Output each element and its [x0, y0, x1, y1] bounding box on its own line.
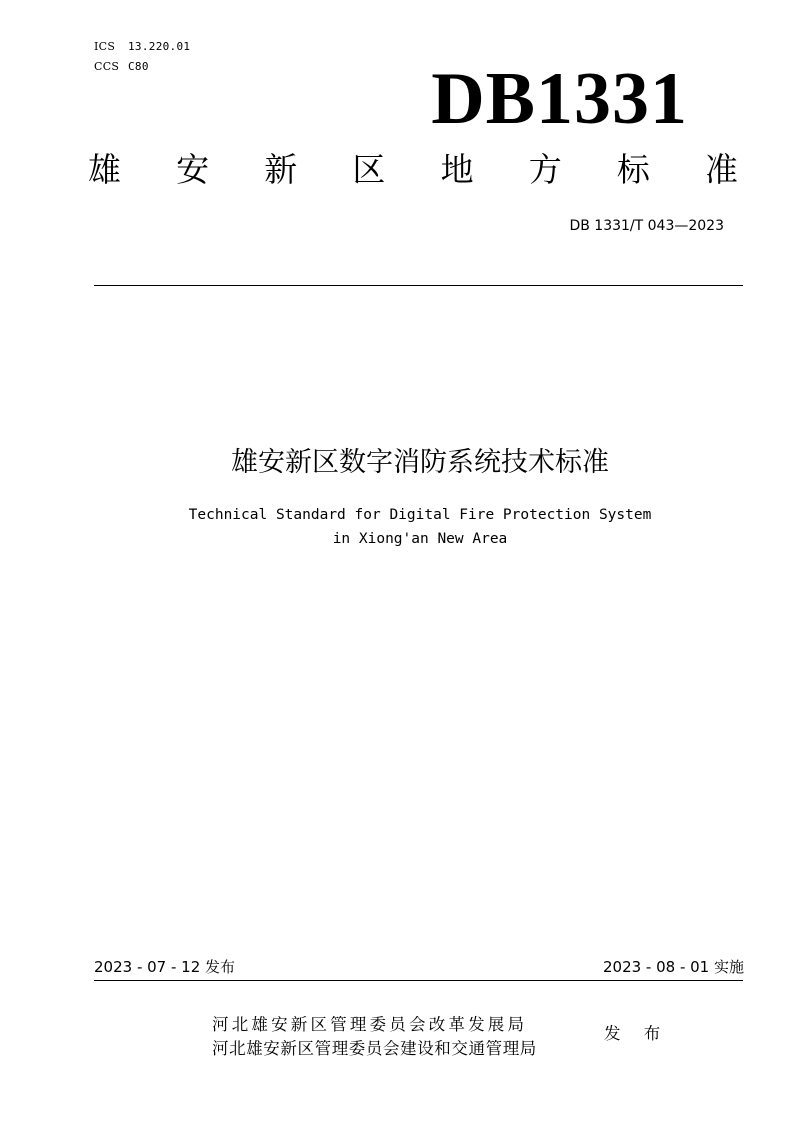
- ccs-code: [94, 60, 149, 73]
- standard-type-char: 准: [704, 150, 738, 189]
- standard-type-char: 区: [352, 150, 386, 189]
- standard-number: DB 1331/T 043—2023: [569, 218, 724, 234]
- issuer-line-1: 河北雄安新区管理委员会改革发展局: [212, 1015, 528, 1034]
- publish-label: 发 布: [604, 1024, 670, 1043]
- ccs-label: CCS: [94, 60, 120, 73]
- document-title-chinese: 雄安新区数字消防系统技术标准: [231, 447, 609, 478]
- standard-type-char: 新: [264, 150, 298, 189]
- implementation-date: 2023 - 08 - 01 实施: [602, 958, 744, 976]
- ics-value: 13.220.01: [128, 40, 191, 53]
- issue-date: 2023 - 07 - 12 发布: [94, 958, 236, 976]
- issuer-line-2: 河北雄安新区管理委员会建设和交通管理局: [212, 1039, 537, 1058]
- standard-type-char: 标: [616, 150, 650, 189]
- db-code-heading: DB1331: [431, 58, 688, 140]
- standard-type-char: 安: [176, 150, 210, 189]
- document-title-english-line2: in Xiong'an New Area: [332, 531, 508, 547]
- ics-label: ICS: [94, 40, 116, 53]
- standard-type-char: 雄: [88, 150, 121, 189]
- bottom-divider: [94, 980, 743, 981]
- document-title-english-line1: Technical Standard for Digital Fire Protection System: [188, 507, 652, 523]
- ccs-value: C80: [128, 60, 149, 73]
- ics-code: [94, 40, 190, 53]
- standard-type-char: 方: [528, 150, 562, 189]
- standard-type-heading: [88, 150, 738, 190]
- standard-type-char: 地: [440, 150, 474, 189]
- top-divider: [94, 285, 743, 286]
